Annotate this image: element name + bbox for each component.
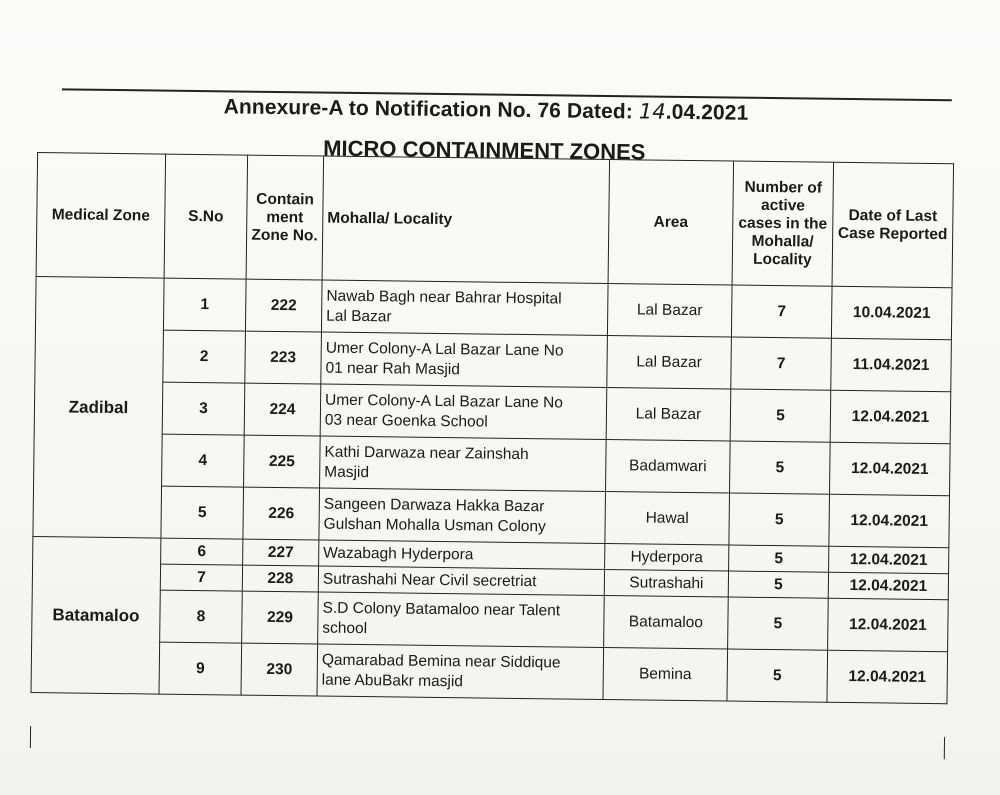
date-cell: 12.04.2021 xyxy=(830,390,951,443)
area-cell: Hawal xyxy=(605,492,730,546)
date-cell: 12.04.2021 xyxy=(827,650,948,703)
date-cell: 11.04.2021 xyxy=(831,338,952,391)
cases-cell: 5 xyxy=(730,389,831,442)
locality-line-2: lane AbuBakr masjid xyxy=(321,671,464,690)
sno-cell: 2 xyxy=(163,330,246,383)
locality-line-1: Umer Colony-A Lal Bazar Lane No xyxy=(325,391,564,411)
locality-cell xyxy=(317,644,604,699)
date-cell: 12.04.2021 xyxy=(829,546,949,573)
notification-title xyxy=(224,94,784,126)
area-cell: Lal Bazar xyxy=(606,388,731,442)
locality-line-2: 01 near Rah Masjid xyxy=(325,359,461,378)
date-cell: 10.04.2021 xyxy=(831,286,952,339)
locality-line-2: Lal Bazar xyxy=(326,307,392,325)
date-cell: 12.04.2021 xyxy=(828,598,949,651)
czn-cell: 227 xyxy=(243,539,319,566)
header-active-cases: Number of active cases in the Mohalla/ Locality xyxy=(732,161,834,286)
date-cell: 12.04.2021 xyxy=(828,572,948,599)
date-cell: 12.04.2021 xyxy=(829,494,950,547)
locality-cell xyxy=(321,280,608,335)
header-medical-zone: Medical Zone xyxy=(36,153,166,279)
locality-cell xyxy=(318,566,604,595)
header-locality: Mohalla/ Locality xyxy=(322,156,609,283)
sno-cell: 3 xyxy=(162,382,245,435)
locality-line-1: Qamarabad Bemina near Siddique xyxy=(321,651,561,671)
sno-cell: 7 xyxy=(160,564,242,591)
area-cell: Lal Bazar xyxy=(607,336,732,390)
locality-line-1: Umer Colony-A Lal Bazar Lane No xyxy=(325,339,564,359)
header-containment-zone-no: Contain ment Zone No. xyxy=(246,155,324,280)
czn-cell: 223 xyxy=(245,331,322,384)
containment-table xyxy=(31,152,955,704)
area-cell: Sutrashahi xyxy=(604,570,728,598)
zone-cell-zadibal: Zadibal xyxy=(33,277,164,539)
locality-line-1: Sangeen Darwaza Hakka Bazar xyxy=(323,495,545,515)
czn-cell: 229 xyxy=(242,591,319,644)
czn-cell: 222 xyxy=(245,279,322,332)
title-prefix: Annexure-A to Notification No. 76 Dated: xyxy=(223,95,639,124)
table-continuation-left xyxy=(30,726,31,748)
cases-cell: 7 xyxy=(731,337,832,390)
locality-line-1: S.D Colony Batamaloo near Talent xyxy=(322,599,561,619)
sno-cell: 8 xyxy=(160,590,243,643)
title-date-rest: .04.2021 xyxy=(665,100,749,125)
sno-cell: 9 xyxy=(159,642,242,695)
area-cell: Lal Bazar xyxy=(607,284,732,338)
page-title: MICRO CONTAINMENT ZONES xyxy=(323,135,646,165)
sno-cell: 6 xyxy=(161,538,243,565)
locality-cell xyxy=(321,332,608,387)
czn-cell: 224 xyxy=(244,383,321,436)
locality-line-1: Nawab Bagh near Bahrar Hospital xyxy=(326,287,562,307)
header-area: Area xyxy=(608,160,734,286)
area-cell: Badamwari xyxy=(606,440,731,494)
header-row xyxy=(36,153,953,288)
locality-line-1: Kathi Darwaza near Zainshah xyxy=(324,443,529,463)
locality-line-1: Sutrashahi Near Civil secretriat xyxy=(322,570,537,590)
locality-cell xyxy=(319,540,605,569)
sno-cell: 4 xyxy=(162,434,245,487)
header-sno: S.No xyxy=(164,154,248,279)
table-row xyxy=(31,641,948,704)
cases-cell: 5 xyxy=(728,597,829,650)
area-cell: Batamaloo xyxy=(604,596,729,650)
sno-cell: 1 xyxy=(163,278,246,331)
czn-cell: 228 xyxy=(242,565,318,592)
locality-cell xyxy=(320,436,607,491)
cases-cell: 5 xyxy=(728,571,828,598)
locality-cell xyxy=(319,488,606,543)
date-cell: 12.04.2021 xyxy=(829,442,950,495)
czn-cell: 226 xyxy=(243,487,320,540)
locality-line-2: school xyxy=(322,619,368,637)
zone-cell-batamaloo: Batamaloo xyxy=(31,537,161,695)
area-cell: Hyderpora xyxy=(605,544,729,572)
area-cell: Bemina xyxy=(603,648,728,702)
cases-cell: 7 xyxy=(731,285,832,338)
sno-cell: 5 xyxy=(161,486,244,539)
table-continuation-right xyxy=(944,737,945,759)
cases-cell: 5 xyxy=(727,649,828,702)
cases-cell: 5 xyxy=(730,441,831,494)
locality-line-2: Gulshan Mohalla Usman Colony xyxy=(323,515,546,535)
locality-cell xyxy=(318,592,605,647)
title-date-handwritten: 14 xyxy=(638,99,666,124)
locality-line-2: Masjid xyxy=(324,463,370,481)
cases-cell: 5 xyxy=(729,493,830,546)
cases-cell: 5 xyxy=(729,545,829,572)
annexure-sheet xyxy=(26,80,962,781)
locality-line-2: 03 near Goenka School xyxy=(324,411,488,431)
header-last-case-date: Date of Last Case Reported xyxy=(832,162,954,287)
locality-line-1: Wazabagh Hyderpora xyxy=(323,544,474,563)
locality-cell xyxy=(320,384,607,439)
czn-cell: 230 xyxy=(241,643,318,696)
czn-cell: 225 xyxy=(244,435,321,488)
